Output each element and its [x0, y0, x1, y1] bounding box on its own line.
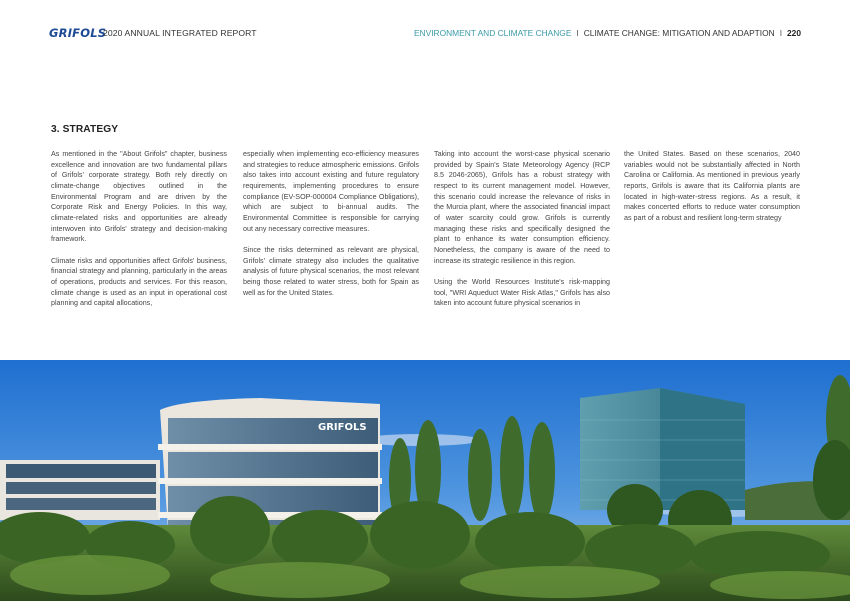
text-column-2 — [243, 149, 419, 309]
breadcrumb-separator: I — [779, 28, 783, 38]
campus-photo — [0, 360, 850, 601]
paragraph: Since the risks determined as relevant are physical, Grifols' climate strategy also includes the qualitative analysis of future physical scenarios, the most relevant being those related to water stress, both for Spain as well as for the United States. — [243, 245, 419, 297]
paragraph: Using the World Resources Institute's risk-mapping tool, "WRI Aqueduct Water Risk Atlas," Grifols has also taken into account future physical scenarios in — [434, 277, 610, 308]
campus-photo-illustration — [0, 360, 850, 601]
text-column-1 — [51, 149, 227, 319]
breadcrumb — [414, 28, 801, 38]
page-number: 220 — [787, 28, 801, 38]
section-heading: 3. STRATEGY — [51, 124, 119, 135]
text-column-3 — [434, 149, 610, 319]
paragraph: Climate risks and opportunities affect Grifols' business, financial strategy and planning, particularly in the areas of operations, products and services. For this reason, climate change is used as an input in operational cost planning and capital allocations, — [51, 256, 227, 308]
paragraph: the United States. Based on these scenarios, 2040 variables would not be substantially affected in North Carolina or California. As mentioned in previous yearly reports, Grifols is aware that its California plants are located in high-water-stress regions. As a result, it makes concerted efforts to reduce water consumption as part of a robust and resilient long-term strategy — [624, 150, 800, 222]
page-header — [0, 0, 850, 50]
paragraph: Taking into account the worst-case physical scenario provided by Spain's State Meteorology Agency (RCP 8.5 2046-2065), Grifols has a robust strategy with respect to its current management model. However, this scenario could increase the relevance of risks in the Murcia plant, where the associated financial impact of water scarcity could grow. Grifols is currently managing these risks and specifically designed the plant to enhance its water consumption efficiency. Nonetheless, the company is aware of the need to increase its strategic resilience in this region. — [434, 150, 610, 265]
report-title: 2020 ANNUAL INTEGRATED REPORT — [103, 28, 257, 38]
text-column-4 — [624, 149, 800, 234]
section-link[interactable]: ENVIRONMENT AND CLIMATE CHANGE — [413, 28, 572, 38]
breadcrumb-separator: I — [576, 28, 579, 38]
building-sign: GRIFOLS — [318, 422, 367, 433]
grifols-logo: GRIFOLS — [49, 26, 107, 40]
subsection-link[interactable]: CLIMATE CHANGE: MITIGATION AND ADAPTION — [583, 28, 775, 38]
paragraph: especially when implementing eco-efficiency measures and strategies to reduce atmospheric emissions. Grifols also takes into account existing and future regulatory requirements, implementing procedures to ensure compliance (EV-SOP-000004 Compliance Obligations), which are subject to bi-annual audits. The Environmental Committee is responsible for carrying out any necessary corrective measures. — [243, 150, 419, 233]
paragraph: As mentioned in the "About Grifols" chapter, business excellence and innovation are two fundamental pillars of Grifols' corporate strategy. Both rely directly on climate-change objectives outlined in the Environmental Program and are driven by the Corporate Risk and Energy Policies. In this way, climate-related risks and opportunities are already interwoven into Grifols' strategy and decision-making framework. — [51, 150, 227, 244]
